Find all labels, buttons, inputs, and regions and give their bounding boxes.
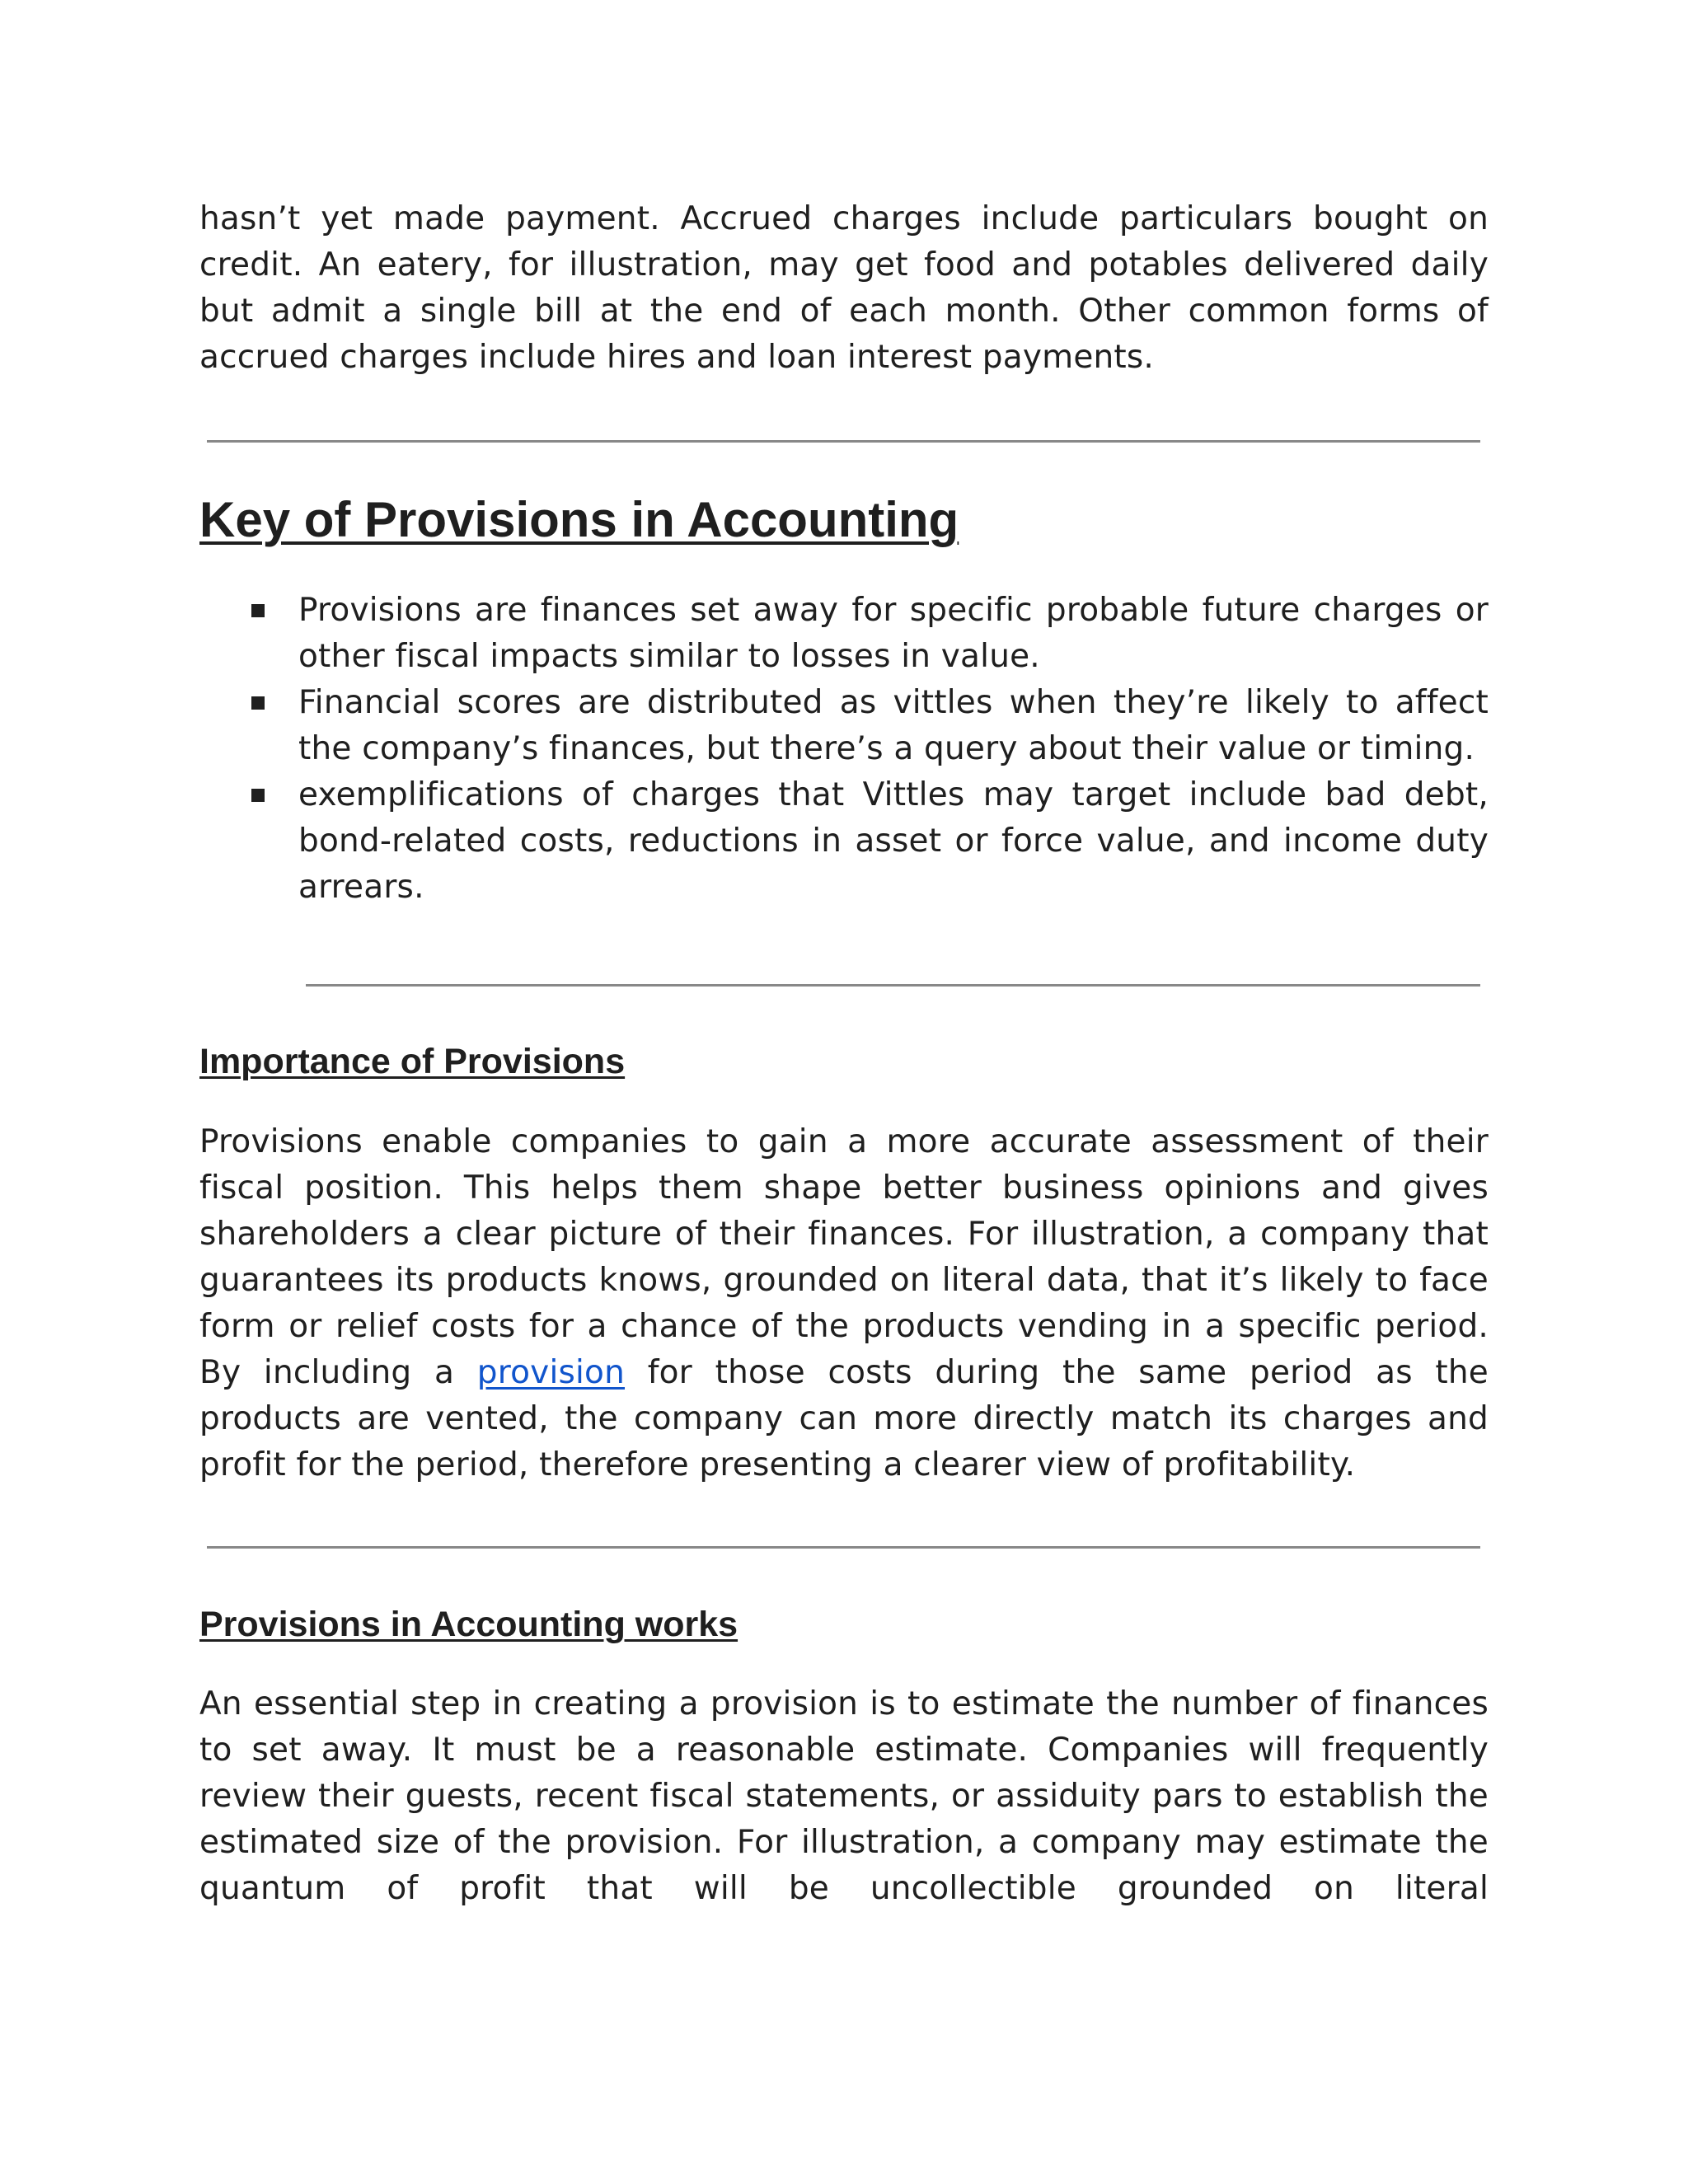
square-bullet-icon	[251, 789, 265, 802]
divider-1	[207, 440, 1480, 443]
works-paragraph: An essential step in creating a provision is to estimate the number of finances to set away. It must be a reasonable estimate. Companies will frequently review their guests, recent fiscal statements, or assiduity pars to establish the estimated size of the provision. For illustration, a company may estimate the quantum of profit that will be uncollectible grounded on literal	[199, 1685, 1489, 1907]
bullet-item	[199, 772, 1489, 911]
square-bullet-icon	[251, 604, 265, 617]
intro-paragraph: hasn’t yet made payment. Accrued charges include particulars bought on credit. An eatery, for illustration, may get food and potables delivered daily but admit a single bill at the end of each month. Other common forms of accrued charges include hires and loan interest payments.	[199, 200, 1489, 376]
divider-3	[207, 1546, 1480, 1549]
bullet-item	[199, 588, 1489, 680]
importance-body	[199, 1119, 1489, 1488]
provision-link[interactable]: provision	[476, 1354, 626, 1391]
bullet-text: Provisions are finances set away for specific probable future charges or other fiscal impacts similar to losses in value.	[298, 592, 1489, 675]
divider-2	[306, 984, 1480, 987]
key-bullet-list-wrapper	[199, 588, 1489, 911]
bullet-text: exemplifications of charges that Vittles may target include bad debt, bond-related costs, reductions in asset or force value, and income duty arrears.	[298, 776, 1489, 906]
key-section	[199, 491, 1489, 549]
key-bullet-list	[199, 588, 1489, 911]
importance-text-after-link: for those costs during the same period as the products are vented, the company can more directly match its charges and profit for the period, therefore presenting a clearer view of profitability.	[199, 1354, 1489, 1483]
square-bullet-icon	[251, 696, 265, 710]
importance-text-before-link: Provisions enable companies to gain a more accurate assessment of their fiscal position. This helps them shape better business opinions and gives shareholders a clear picture of their finances. For illustration, a company that guarantees its products knows, grounded on literal data, that it’s likely to face form or relief costs for a chance of the products vending in a specific period. By including a	[199, 1123, 1489, 1391]
importance-paragraph	[199, 1119, 1489, 1488]
works-body	[199, 1681, 1489, 1912]
importance-section-title: Importance of Provisions	[199, 1042, 626, 1081]
works-section	[199, 1603, 1489, 1646]
bullet-item	[199, 680, 1489, 772]
importance-section	[199, 1040, 1489, 1083]
key-section-title: Key of Provisions in Accounting	[199, 492, 959, 547]
works-section-title: Provisions in Accounting works	[199, 1605, 738, 1644]
intro-section	[199, 196, 1489, 381]
bullet-text: Financial scores are distributed as vittles when they’re likely to affect the company’s finances, but there’s a query about their value or timing.	[298, 684, 1489, 767]
